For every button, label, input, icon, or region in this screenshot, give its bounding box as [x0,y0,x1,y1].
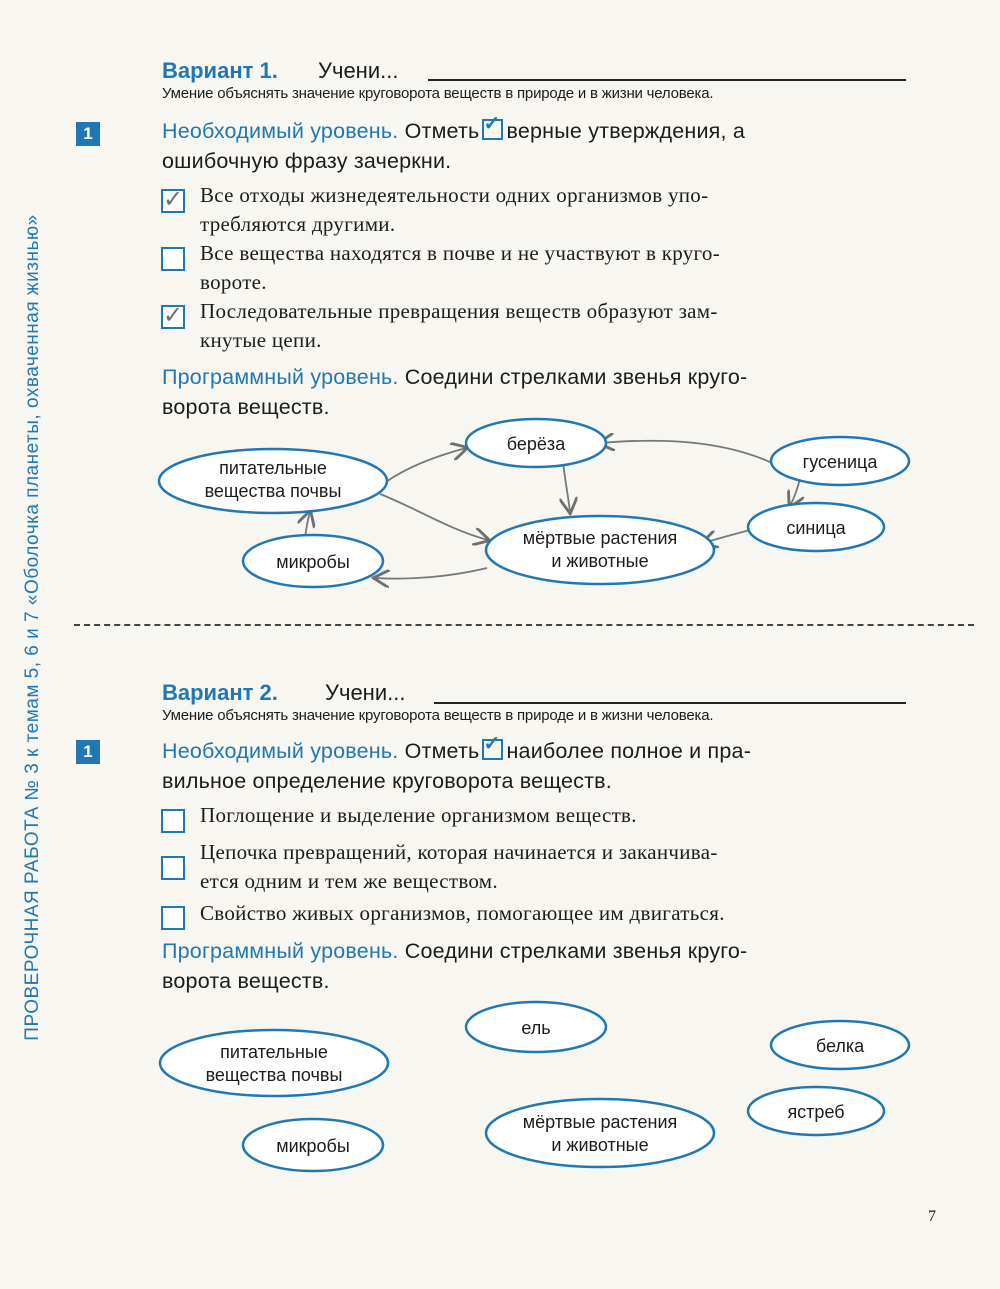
variant-1-title: Вариант 1. [162,58,278,83]
program-level-label: Программный уровень. [162,939,399,963]
variant-2-task-number: 1 [76,740,100,764]
node-soil-2[interactable] [160,1030,388,1096]
svg-text:синица: синица [786,518,846,538]
variant-2-student-label: Учени... [325,680,406,705]
svg-text:и животные: и животные [551,551,649,571]
option-1: Поглощение и выделение организмом веществ. [200,803,637,827]
svg-text:ель: ель [521,1018,551,1038]
arrow-soil-to-dead [380,494,488,540]
checkbox-sample-icon: ✓ [482,739,503,760]
svg-text:микробы: микробы [276,1136,350,1156]
required-level-label: Необходимый уровень. [162,119,399,143]
variant-1-skill: Умение объяснять значение круговорота веществ в природе и в жизни человека. [162,85,714,102]
svg-text:питательные: питательные [219,458,327,478]
node-hawk[interactable] [748,1087,884,1135]
instruction-text: Отметь [404,119,480,143]
node-microbes-2[interactable] [243,1119,383,1171]
statement-2: Все вещества находятся в почве и не участвуют в круго- вороте. [200,241,721,294]
option-2: Цепочка превращений, которая начинается и заканчива- ется одним и тем же веществом. [200,840,718,893]
required-level-label: Необходимый уровень. [162,739,399,763]
variant-1-student-label: Учени... [318,58,399,83]
svg-text:и животные: и животные [551,1135,649,1155]
svg-text:вещества почвы: вещества почвы [205,1065,343,1085]
arrow-caterpillar-to-titmouse [790,478,800,506]
statement-1: Все отходы жизнедеятельности одних организмов упо- требляются другими. [200,183,709,236]
instruction-text: Отметь [404,739,480,763]
program-level-label: Программный уровень. [162,365,399,389]
page-number: 7 [928,1208,936,1225]
variant-1-task-number: 1 [76,122,100,146]
node-dead[interactable] [486,516,714,584]
instruction-text-3: ошибочную фразу зачеркни. [162,149,452,173]
checkbox-sample-icon: ✓ [482,119,503,140]
statement-3: Последовательные превращения веществ образуют зам- кнутые цепи. [200,299,718,352]
node-soil[interactable] [159,449,387,513]
arrow-caterpillar-to-birch [600,441,770,462]
pencil-check-icon: ✓ [163,301,184,329]
variant-2-program-instruction: Программный уровень. Соедини стрелками звенья круго- ворота веществ. [162,939,748,993]
svg-text:мёртвые растения: мёртвые растения [522,1112,678,1132]
svg-text:питательные: питательные [220,1042,328,1062]
svg-text:вещества почвы: вещества почвы [204,481,342,501]
node-caterpillar[interactable] [771,437,909,485]
instruction-text-3: вильное определение круговорота веществ. [162,769,612,793]
variant-1-nodes [159,419,909,587]
node-titmouse[interactable] [748,503,884,551]
pencil-check-icon: ✓ [163,185,184,213]
variant-2-nodes [160,1002,909,1171]
instruction-text-2: наиболее полное и пра- [506,739,752,763]
node-squirrel[interactable] [771,1021,909,1069]
variant-1-program-instruction: Программный уровень. Соедини стрелками звенья круго- ворота веществ. [162,365,748,419]
node-dead-2[interactable] [486,1099,714,1167]
arrow-soil-to-birch [386,448,466,482]
node-microbes[interactable] [243,535,383,587]
variant-2-title: Вариант 2. [162,680,278,705]
svg-text:мёртвые растения: мёртвые растения [522,528,678,548]
side-label: ПРОВЕРОЧНАЯ РАБОТА № 3 к темам 5, 6 и 7 «Оболочка планеты, охваченная жизнью» [22,214,43,1041]
variant-2-skill: Умение объяснять значение круговорота веществ в природе и в жизни человека. [162,707,714,724]
svg-text:белка: белка [815,1036,865,1056]
svg-text:ястреб: ястреб [787,1102,845,1122]
svg-text:микробы: микробы [276,552,350,572]
instruction-text-2: верные утверждения, а [506,119,746,143]
node-spruce[interactable] [466,1002,606,1052]
arrow-birch-to-dead [563,462,570,512]
arrow-dead-to-microbes [375,568,487,579]
option-3: Свойство живых организмов, помогающее им двигаться. [200,901,725,925]
svg-text:гусеница: гусеница [802,452,878,472]
node-birch[interactable] [466,419,606,467]
svg-text:берёза: берёза [506,434,566,454]
